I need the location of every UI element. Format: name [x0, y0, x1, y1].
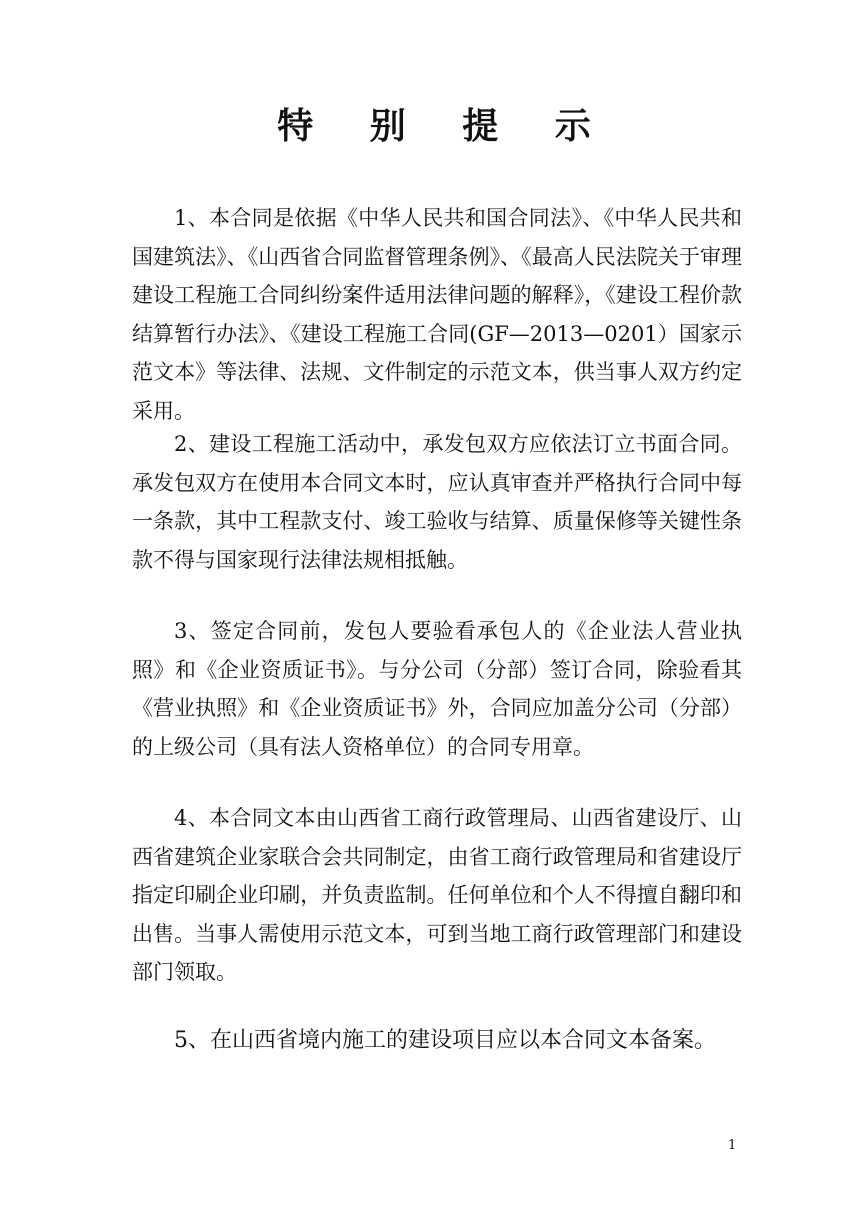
- paragraph-5: 5、在山西省境内施工的建设项目应以本合同文本备案。: [174, 1028, 716, 1053]
- paragraph-2: 2、建设工程施工活动中，承发包双方应依法订立书面合同。承发包双方在使用本合同文本时，应认真审查并严格执行合同中每一条款，其中工程款支付、竣工验收与结算、质量保修等关键性条款不得与国家现行法律法规相抵触。: [132, 432, 742, 572]
- paragraph-4: 4、本合同文本由山西省工商行政管理局、山西省建设厅、山西省建筑企业家联合会共同制定，由省工商行政管理局和省建设厅指定印刷企业印刷，并负责监制。任何单位和个人不得擅自翻印和出售。当事人需使用示范文本，可到当地工商行政管理部门和建设部门领取。: [132, 806, 742, 985]
- page-number: 1: [728, 1138, 737, 1153]
- paragraph-1: 1、本合同是依据《中华人民共和国合同法》、《中华人民共和国建筑法》、《山西省合同监督管理条例》、《最高人民法院关于审理建设工程施工合同纠纷案件适用法律问题的解释》，《建设工程价款结算暂行办法》、《建设工程施工合同(GF—2013—0201）国家示范文本》等法律、法规、文件制定的示范文本，供当事人双方约定采用。: [132, 206, 742, 423]
- paragraph-3: 3、签定合同前，发包人要验看承包人的《企业法人营业执照》和《企业资质证书》。与分公司（分部）签订合同，除验看其《营业执照》和《企业资质证书》外，合同应加盖分公司（分部）的上级公司（具有法人资格单位）的合同专用章。: [132, 619, 742, 759]
- page-title: 特 别 提 示: [277, 106, 613, 147]
